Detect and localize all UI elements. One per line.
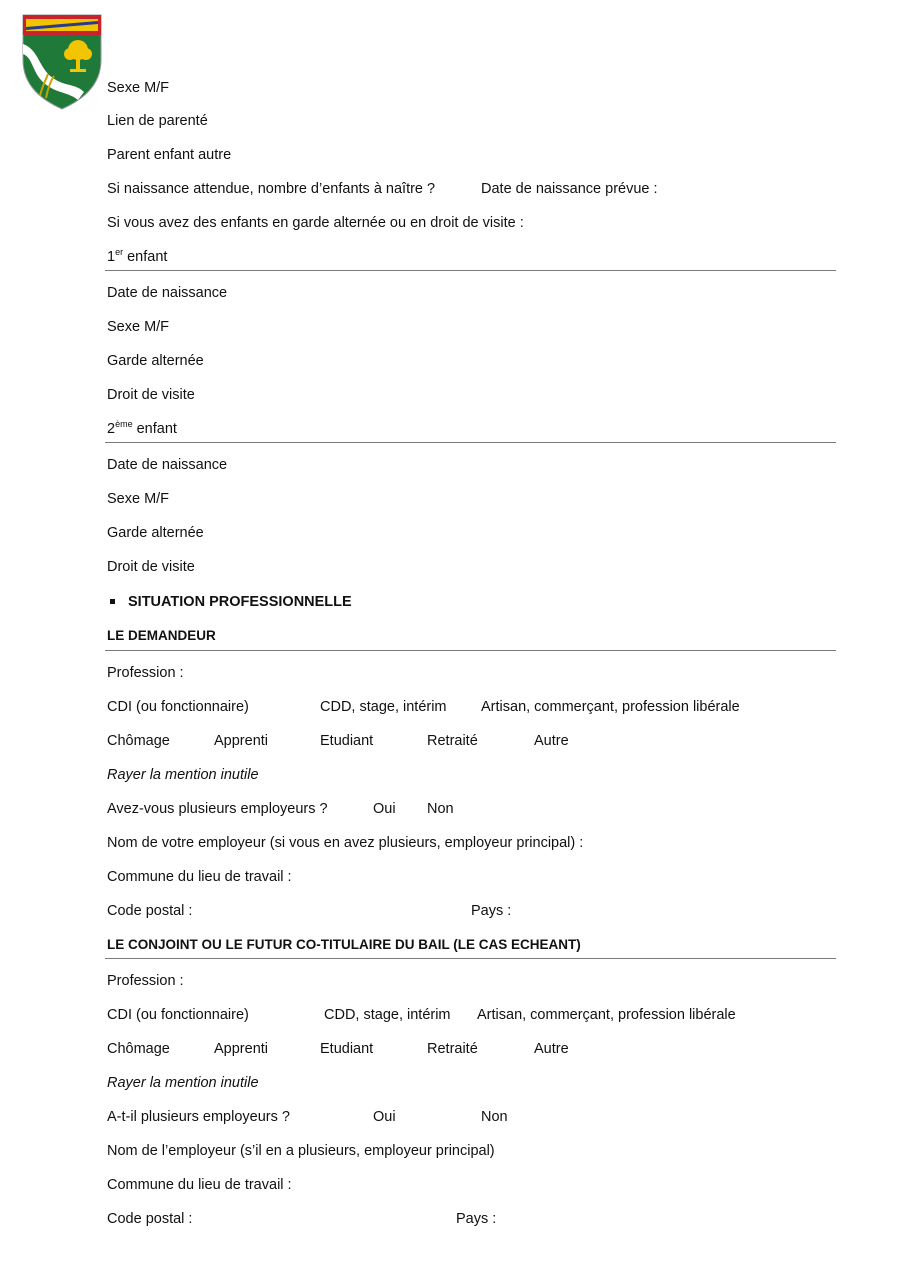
divider xyxy=(105,650,836,651)
conjoint-employeur-label: Nom de l’employeur (s’il en a plusieurs, employeur principal) xyxy=(107,1143,495,1159)
conjoint-non-option: Non xyxy=(481,1109,508,1125)
demandeur-non-option: Non xyxy=(427,801,454,817)
demandeur-option-chomage: Chômage xyxy=(107,733,170,749)
child-1-sexe-label: Sexe M/F xyxy=(107,319,170,335)
demandeur-plusieurs-label: Avez-vous plusieurs employeurs ? xyxy=(107,801,328,817)
conjoint-option-chomage: Chômage xyxy=(107,1041,170,1057)
divider xyxy=(105,270,836,271)
child-1-label: enfant xyxy=(123,249,168,265)
child-2-number: 2 xyxy=(107,421,116,437)
child-1-ordinal: er xyxy=(115,247,124,257)
demandeur-option-retraite: Retraité xyxy=(427,733,478,749)
demandeur-option-autre: Autre xyxy=(534,733,569,749)
garde-intro-label: Si vous avez des enfants en garde alternée ou en droit de visite : xyxy=(107,215,524,231)
child-2-droit-label: Droit de visite xyxy=(107,559,195,575)
demandeur-option-artisan: Artisan, commerçant, profession libérale xyxy=(481,699,740,715)
child-2-heading xyxy=(107,420,177,438)
child-1-droit-label: Droit de visite xyxy=(107,387,195,403)
child-2-date-label: Date de naissance xyxy=(107,457,228,473)
demandeur-employeur-label: Nom de votre employeur (si vous en avez plusieurs, employeur principal) : xyxy=(107,835,584,851)
conjoint-option-artisan: Artisan, commerçant, profession libérale xyxy=(477,1007,736,1023)
conjoint-oui-option: Oui xyxy=(373,1109,396,1125)
lien-parente-label: Lien de parenté xyxy=(107,113,208,129)
section-title: SITUATION PROFESSIONNELLE xyxy=(128,594,352,610)
child-1-date-label: Date de naissance xyxy=(107,285,228,301)
divider xyxy=(105,442,836,443)
demandeur-option-cdi: CDI (ou fonctionnaire) xyxy=(107,699,249,715)
sexe-label: Sexe M/F xyxy=(107,80,170,96)
child-1-heading xyxy=(107,248,167,266)
child-1-garde-label: Garde alternée xyxy=(107,353,204,369)
conjoint-option-cdi: CDI (ou fonctionnaire) xyxy=(107,1007,249,1023)
child-2-sexe-label: Sexe M/F xyxy=(107,491,170,507)
conjoint-pays-label: Pays : xyxy=(456,1211,497,1227)
demandeur-option-apprenti: Apprenti xyxy=(214,733,269,749)
demandeur-heading: LE DEMANDEUR xyxy=(107,628,216,643)
demandeur-option-etudiant: Etudiant xyxy=(320,733,374,749)
child-2-label: enfant xyxy=(132,421,177,437)
demandeur-option-cdd: CDD, stage, intérim xyxy=(320,699,447,715)
child-1-number: 1 xyxy=(107,249,116,265)
conjoint-rayer-note: Rayer la mention inutile xyxy=(107,1075,259,1091)
demandeur-profession-label: Profession : xyxy=(107,665,184,681)
parent-enfant-label: Parent enfant autre xyxy=(107,147,232,163)
conjoint-option-cdd: CDD, stage, intérim xyxy=(324,1007,451,1023)
coat-of-arms-logo xyxy=(22,14,102,110)
demandeur-oui-option: Oui xyxy=(373,801,396,817)
demandeur-code-postal-label: Code postal : xyxy=(107,903,193,919)
child-2-garde-label: Garde alternée xyxy=(107,525,204,541)
conjoint-option-apprenti: Apprenti xyxy=(214,1041,269,1057)
child-2-ordinal: ème xyxy=(115,419,133,429)
bullet-icon xyxy=(110,599,115,604)
conjoint-plusieurs-label: A-t-il plusieurs employeurs ? xyxy=(107,1109,290,1125)
divider xyxy=(105,958,836,959)
conjoint-option-etudiant: Etudiant xyxy=(320,1041,374,1057)
conjoint-option-autre: Autre xyxy=(534,1041,569,1057)
conjoint-heading: LE CONJOINT OU LE FUTUR CO-TITULAIRE DU BAIL (LE CAS ECHEANT) xyxy=(107,937,581,952)
demandeur-commune-label: Commune du lieu de travail : xyxy=(107,869,292,885)
demandeur-pays-label: Pays : xyxy=(471,903,512,919)
conjoint-profession-label: Profession : xyxy=(107,973,184,989)
conjoint-code-postal-label: Code postal : xyxy=(107,1211,193,1227)
conjoint-option-retraite: Retraité xyxy=(427,1041,478,1057)
conjoint-commune-label: Commune du lieu de travail : xyxy=(107,1177,292,1193)
date-prevue-label: Date de naissance prévue : xyxy=(481,181,658,197)
demandeur-rayer-note: Rayer la mention inutile xyxy=(107,767,259,783)
naissance-attendue-label: Si naissance attendue, nombre d’enfants à naître ? xyxy=(107,181,436,197)
